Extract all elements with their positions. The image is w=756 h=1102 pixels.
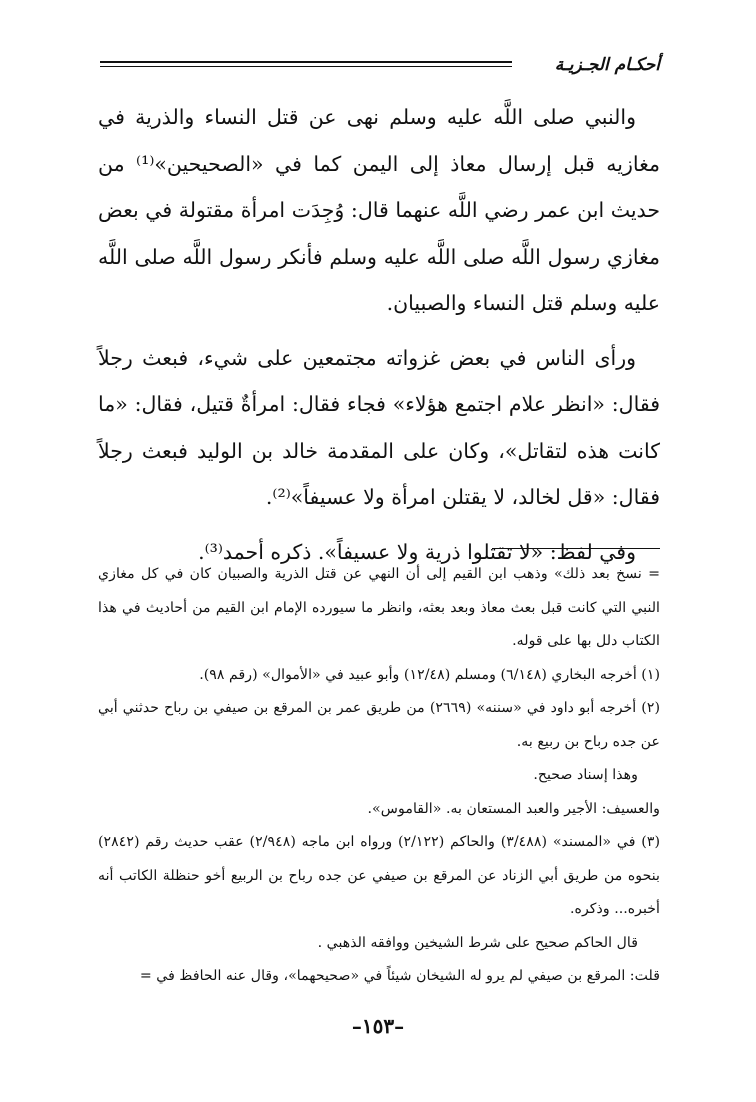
footnote-separator <box>492 548 660 549</box>
footnote-2-note-1: وهذا إسناد صحيح. <box>533 767 638 783</box>
footnote-3: (٣) في «المسند» (٣/٤٨٨) والحاكم (٢/١٢٢) ورواه ابن ماجه (٢/٩٤٨) عقب حديث رقم (٢٨٤٢) بنحوه من طريق أبي الزناد عن المرقع بن صيفي عن جده رباح بن الربيع أخو حنظلة الكاتب أنه أخبره... وذكره. <box>98 834 660 917</box>
footnote-3-note-2: قلت: المرقع بن صيفي لم يرو له الشيخان شيئاً في «صحيحهما»، وقال عنه الحافظ في = <box>139 968 660 984</box>
paragraph-2: ورأى الناس في بعض غزواته مجتمعين على شيء، فبعث رجلاً فقال: «انظر علام اجتمع هؤلاء» فجاء فقال: امرأةٌ قتيل، فقال: «ما كانت هذه لتقاتل»، وكان على المقدمة خالد بن الوليد فبعث رجلاً فقال: «قل لخالد، لا يقتلن امرأة ولا عسيفاً»⁽²⁾. <box>98 345 660 509</box>
footnote-2: (٢) أخرجه أبو داود في «سننه» (٢٦٦٩) من طريق عمر بن المرقع بن صيفي بن رباح حدثني أبي عن جده رباح بن ربيع به. <box>98 700 660 750</box>
paragraph-3: وفي لفظ: «لا تقتلوا ذرية ولا عسيفاً». ذكره أحمد⁽³⁾. <box>198 539 636 564</box>
footnote-continuation: = نسخ بعد ذلك» وذهب ابن القيم إلى أن النهي عن قتل الذرية والصبيان كان في كل مغازي النبي التي كانت قبل بعث معاذ وبعد بعثه، وانظر ما سيورده الإمام ابن القيم من أحاديث في هذا الكتاب دلل بها على قوله. <box>98 566 660 649</box>
footnote-3-note-1: قال الحاكم صحيح على شرط الشيخين ووافقه الذهبي . <box>317 934 638 951</box>
paragraph-1: والنبي صلى اللَّه عليه وسلم نهى عن قتل النساء والذرية في مغازيه قبل إرسال معاذ إلى اليمن كما في «الصحيحين»⁽¹⁾ من حديث ابن عمر رضي اللَّه عنهما قال: وُجِدَت امرأة مقتولة في بعض مغازي رسول اللَّه صلى اللَّه عليه وسلم فأنكر رسول اللَّه صلى اللَّه عليه وسلم قتل النساء والصبيان. <box>98 105 661 315</box>
main-text <box>98 94 660 575</box>
page-number: –١٥٣– <box>351 1014 405 1038</box>
running-header <box>100 52 660 78</box>
footnotes <box>98 558 660 994</box>
header-rule <box>100 61 512 67</box>
footnote-2-note-2: والعسيف: الأجير والعبد المستعان به. «القاموس». <box>367 800 660 817</box>
header-title: أحكـام الجـزيـة <box>547 52 660 78</box>
footnote-1: (١) أخرجه البخاري (٦/١٤٨) ومسلم (١٢/٤٨) وأبو عبيد في «الأموال» (رقم ٩٨). <box>199 666 660 683</box>
